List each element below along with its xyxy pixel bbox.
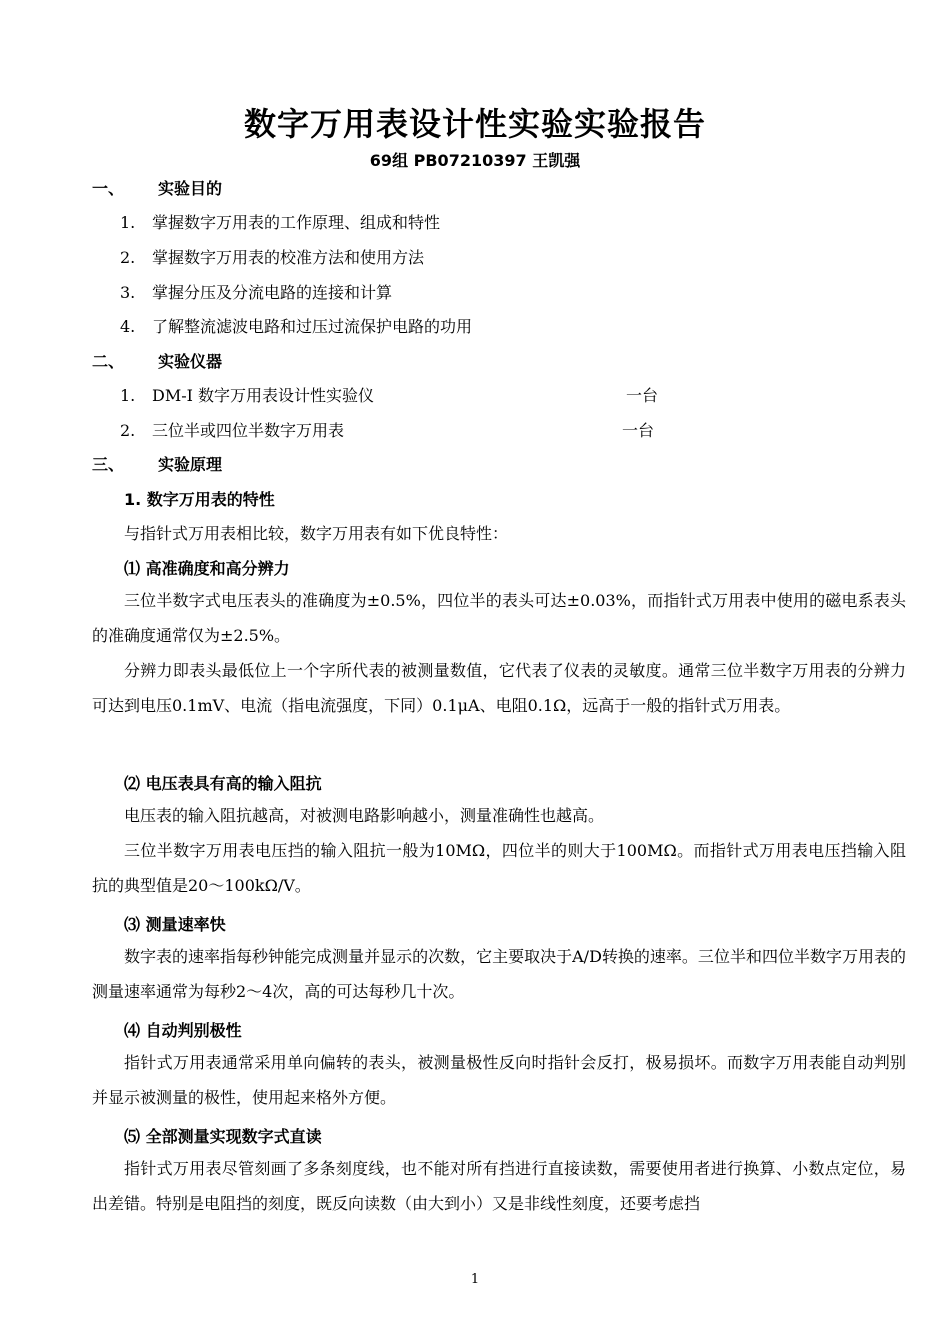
item-text: 掌握分压及分流电路的连接和计算: [152, 283, 393, 302]
item-text: DM-Ⅰ 数字万用表设计性实验仪: [152, 386, 375, 405]
feature-paragraph: [92, 798, 906, 833]
item-number: 4.: [120, 317, 136, 336]
feature-paragraph: [92, 1045, 906, 1115]
objective-item: [120, 245, 424, 268]
feature-heading: ⑵ 电压表具有高的输入阻抗: [124, 774, 322, 793]
feature-heading: ⑴ 高准确度和高分辨力: [124, 559, 290, 578]
section-heading-principle: [92, 452, 223, 475]
instrument-quantity: 一台: [626, 386, 659, 405]
section-heading-objectives: [92, 176, 223, 199]
page-number: 1: [470, 1272, 480, 1287]
section-title: 实验目的: [158, 179, 223, 198]
feature-paragraph: [92, 1151, 906, 1221]
feature-paragraph: [92, 939, 906, 1009]
paragraph-text: 指针式万用表通常采用单向偏转的表头，被测量极性反向时指针会反打，极易损坏。而数字万用表能自动判别并显示被测量的极性，使用起来格外方便。: [92, 1053, 906, 1107]
objective-item: [120, 280, 392, 303]
instrument-item: [120, 418, 344, 441]
subsection-heading: 1. 数字万用表的特性: [124, 490, 275, 509]
item-number: 1.: [120, 213, 136, 232]
item-text: 了解整流滤波电路和过压过流保护电路的功用: [152, 317, 473, 336]
report-title: 数字万用表设计性实验实验报告: [243, 105, 706, 143]
feature-paragraph: [92, 653, 906, 723]
feature-paragraph: [92, 583, 906, 653]
item-number: 2.: [120, 421, 136, 440]
item-number: 2.: [120, 248, 136, 267]
feature-heading: ⑸ 全部测量实现数字式直读: [124, 1127, 322, 1146]
section-number: 二、: [92, 352, 125, 371]
feature-heading: ⑷ 自动判别极性: [124, 1021, 242, 1040]
paragraph-text: 分辨力即表头最低位上一个字所代表的被测量数值，它代表了仪表的灵敏度。通常三位半数字万用表的分辨力可达到电压0.1mV、电流（指电流强度，下同）0.1μA、电阻0.1Ω，远高于一般的指针式万用表。: [92, 661, 906, 715]
paragraph-text: 数字表的速率指每秒钟能完成测量并显示的次数，它主要取决于A/D转换的速率。三位半和四位半数字万用表的测量速率通常为每秒2～4次，高的可达每秒几十次。: [92, 947, 906, 1001]
instrument-quantity: 一台: [622, 421, 655, 440]
feature-heading: ⑶ 测量速率快: [124, 915, 226, 934]
author-line: 69组 PB07210397 王凯强: [369, 151, 581, 170]
paragraph-text: 三位半数字万用表电压挡的输入阻抗一般为10MΩ，四位半的则大于100MΩ。而指针式万用表电压挡输入阻抗的典型值是20～100kΩ/V。: [92, 841, 906, 895]
instrument-item: [120, 383, 374, 406]
intro-text: 与指针式万用表相比较，数字万用表有如下优良特性：: [124, 524, 509, 543]
item-text: 三位半或四位半数字万用表: [152, 421, 345, 440]
item-number: 3.: [120, 283, 136, 302]
paragraph-text: 指针式万用表尽管刻画了多条刻度线，也不能对所有挡进行直接读数，需要使用者进行换算、小数点定位，易出差错。特别是电阻挡的刻度，既反向读数（由大到小）又是非线性刻度，还要考虑挡: [92, 1159, 906, 1213]
item-text: 掌握数字万用表的校准方法和使用方法: [152, 248, 425, 267]
section-number: 三、: [92, 455, 125, 474]
paragraph-text: 电压表的输入阻抗越高，对被测电路影响越小，测量准确性也越高。: [124, 806, 605, 825]
objective-item: [120, 210, 440, 233]
section-title: 实验仪器: [158, 352, 223, 371]
section-title: 实验原理: [158, 455, 223, 474]
item-number: 1.: [120, 386, 136, 405]
section-number: 一、: [92, 179, 125, 198]
objective-item: [120, 314, 472, 337]
paragraph-text: 三位半数字式电压表头的准确度为±0.5%，四位半的表头可达±0.03%，而指针式万用表中使用的磁电系表头的准确度通常仅为±2.5%。: [92, 591, 906, 645]
section-heading-instruments: [92, 349, 223, 372]
feature-paragraph: [92, 833, 906, 903]
item-text: 掌握数字万用表的工作原理、组成和特性: [152, 213, 441, 232]
